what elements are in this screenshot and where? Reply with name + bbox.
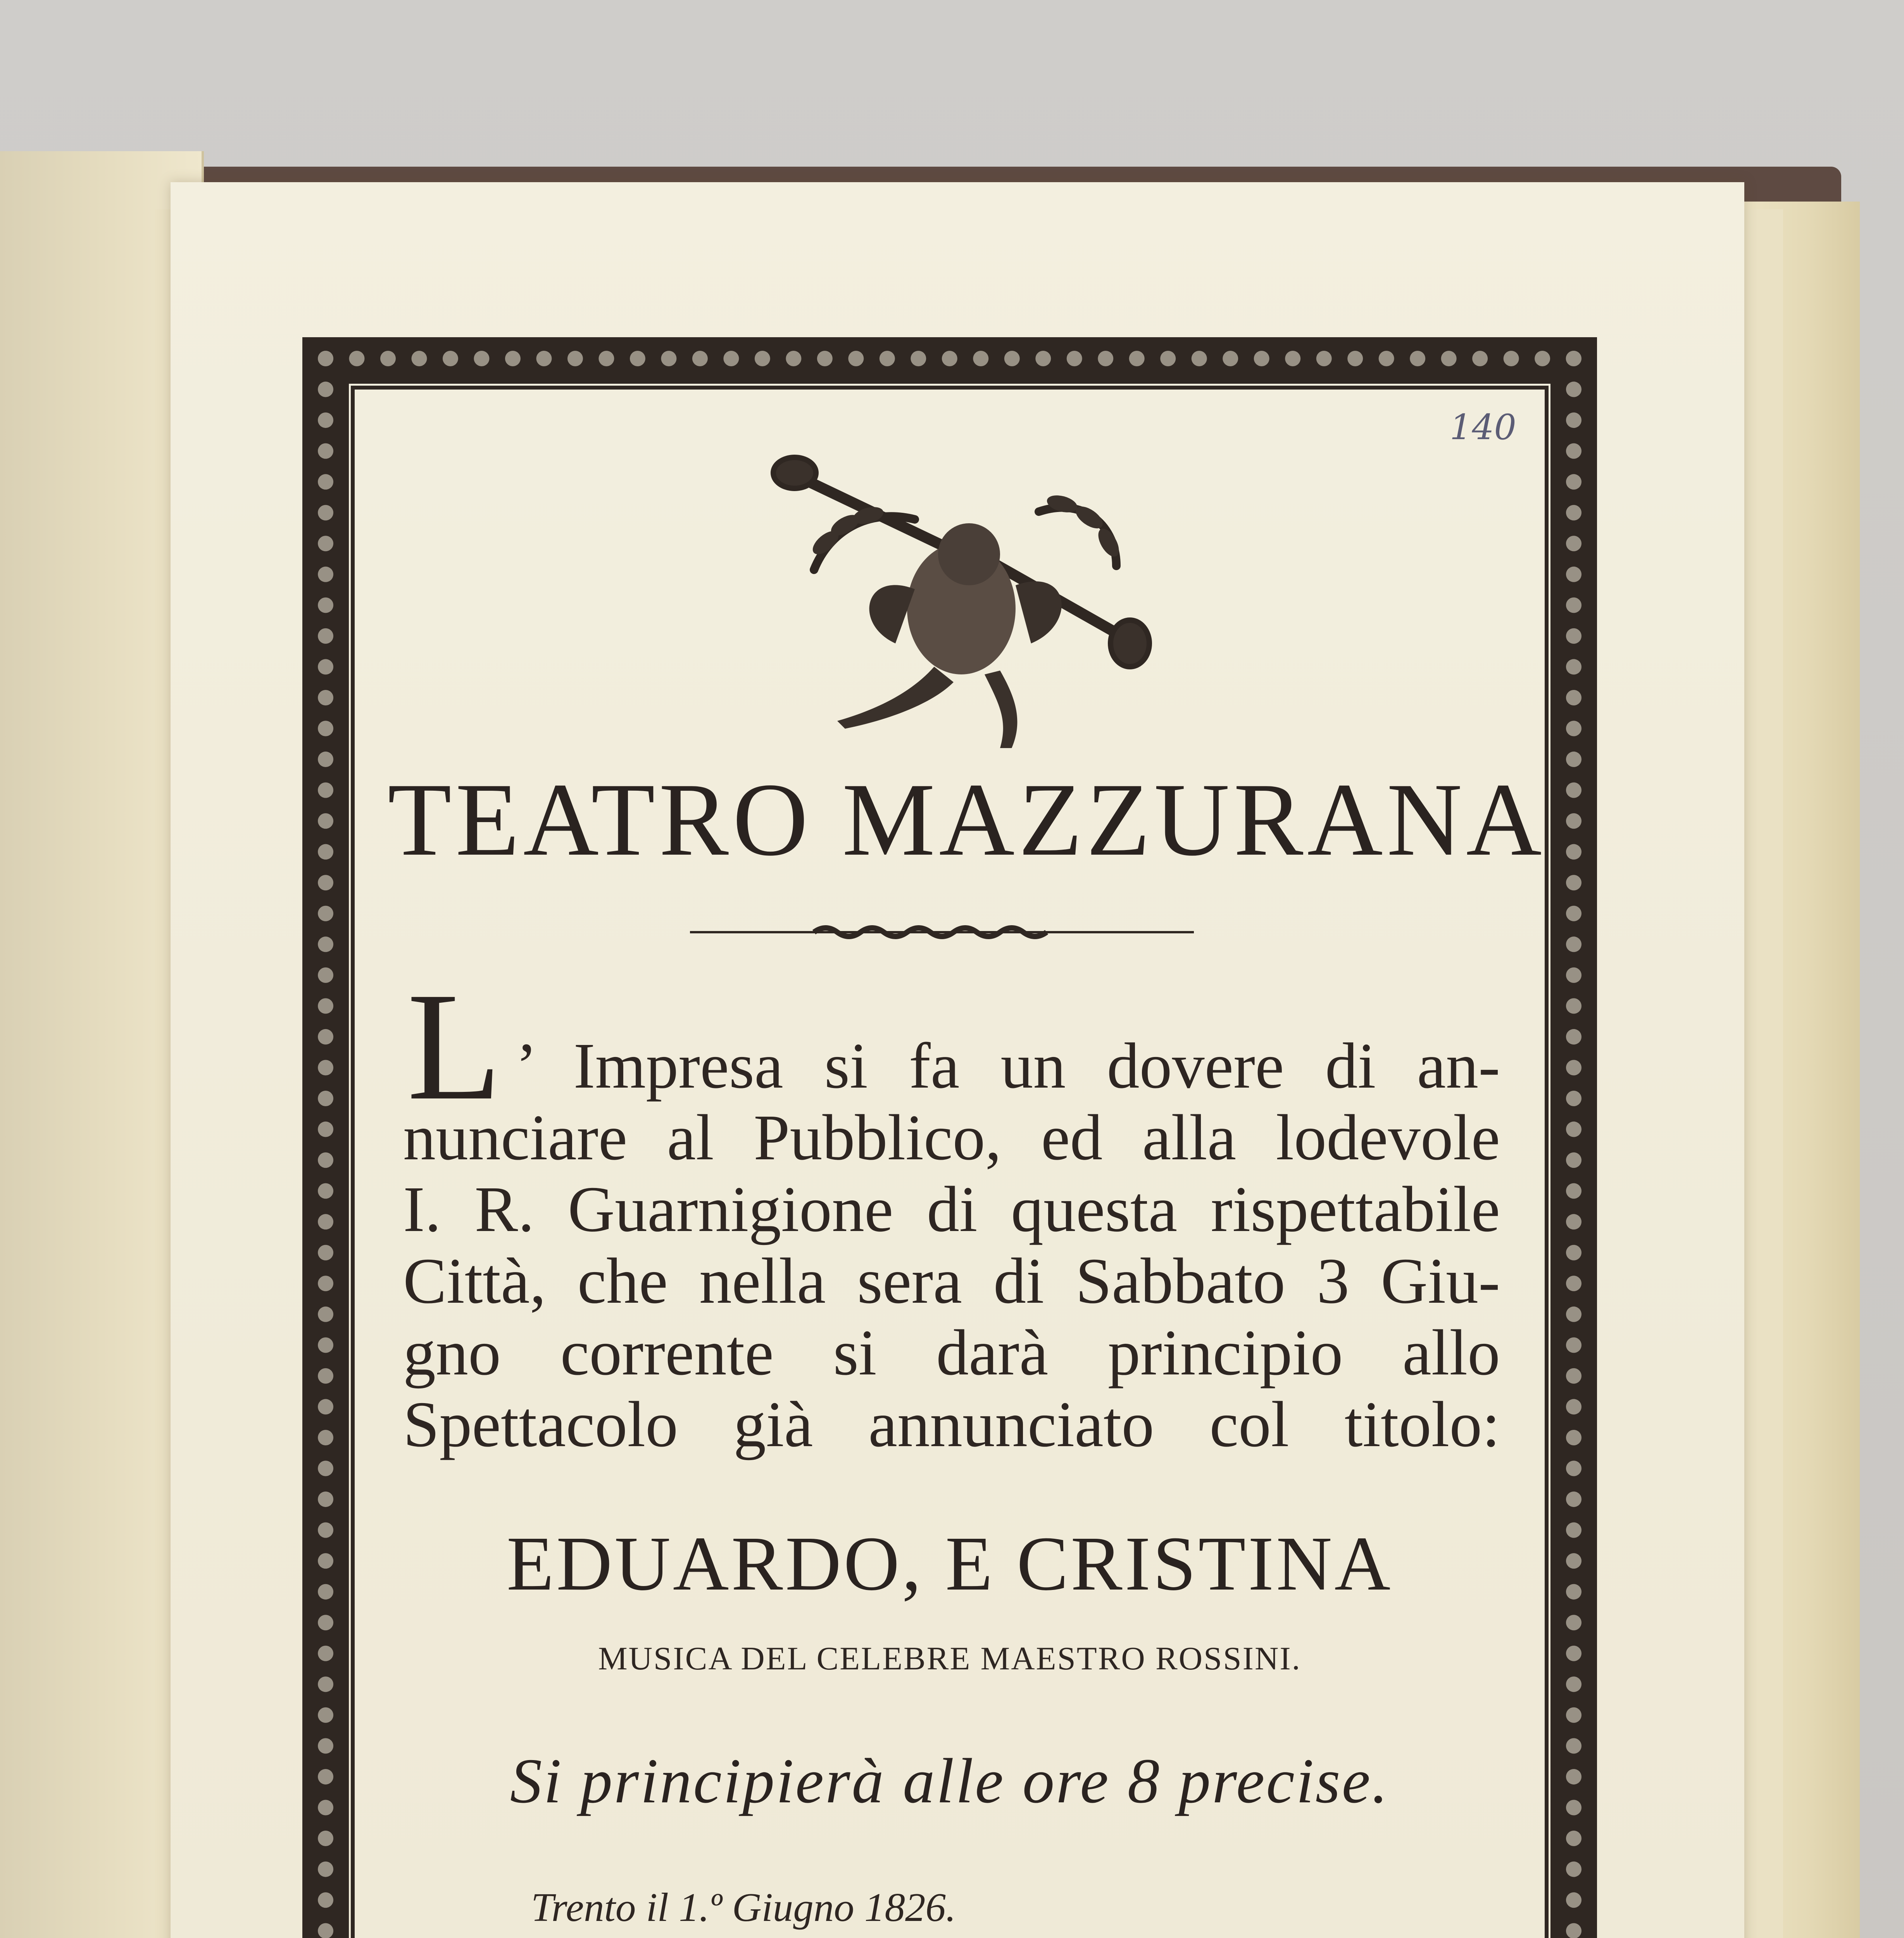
handwritten-page-number: 140 (1450, 407, 1516, 448)
start-time: Si principierà alle ore 8 precise. (510, 1745, 1390, 1816)
date-line: Trento il 1.º Giugno 1826. (531, 1885, 956, 1930)
notice-line: Città, che nella sera di Sabbato 3 Giu- (403, 1245, 1500, 1317)
music-credit: MUSICA DEL CELEBRE MAESTRO ROSSINI. (598, 1640, 1301, 1677)
notice-line: gno corrente si darà principio allo (403, 1317, 1500, 1389)
notice-line: ’ Impresa si fa un dovere di an- (516, 1030, 1500, 1102)
cherub-trumpet-emblem (767, 442, 1155, 752)
notice-line: I. R. Guarnigione di questa rispettabile (403, 1173, 1500, 1245)
opera-title: EDUARDO, E CRISTINA (506, 1521, 1393, 1607)
notice-line: nunciare al Pubblico, ed alla lodevole (403, 1102, 1500, 1174)
drop-cap: L (407, 960, 502, 1132)
notice-line: Spettacolo già annunciato col titolo: (403, 1388, 1500, 1460)
theatre-title: TEATRO MAZZURANA (388, 762, 1546, 878)
title-ornamental-rule (690, 922, 1194, 942)
